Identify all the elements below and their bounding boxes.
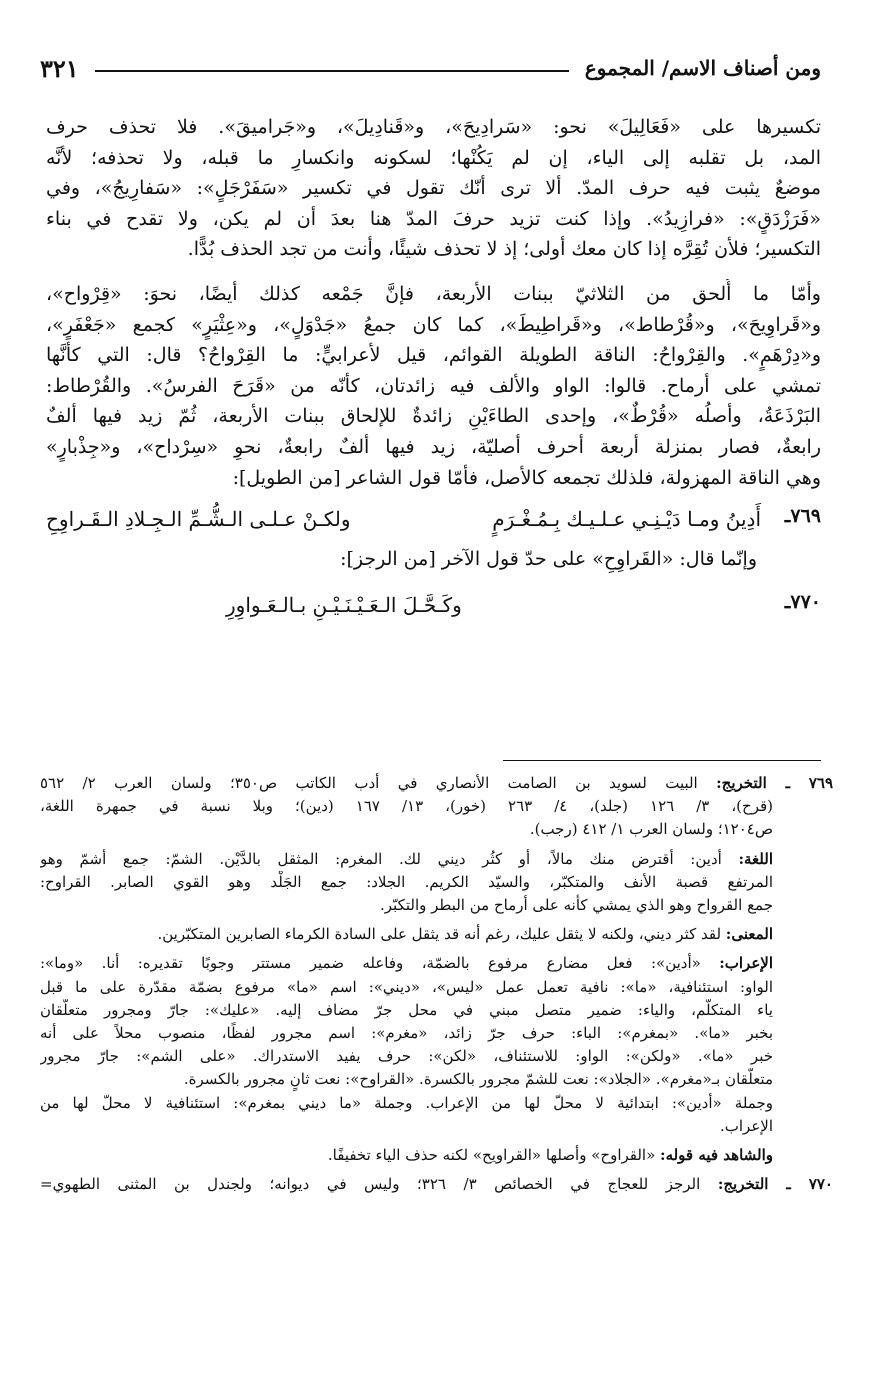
verse-first-hemistich: أَدِينُ ومـا دَيْـنِـي عـلـيـك بِـمُـغْـرَمٍ [492, 507, 761, 532]
verse-second-hemistich: ولكـنْ عـلـى الـشُّـمِّ الـجِـلادِ الـقَـراوِحِ [46, 507, 351, 532]
footnote-line: وجملة «أدين»: ابتدائية لا محلّ لها من الإعراب. وجملة «ما ديني بمغرم»: استئنافية لا محلّ لها من [40, 1093, 773, 1112]
footnote-label: والشاهد فيه قوله: [660, 1146, 773, 1165]
footnote-line: الواو: استئنافية، «ما»: نافية تعمل عمل «ليس»، «ديني»: اسم «ما» مرفوع بضمّة مقدّرة على ما قبل [40, 977, 773, 996]
footnote-separator [503, 760, 821, 761]
verse-hemistich: وكَـحَّـلَ الـعَـيْـنَـيْـنِ بـالـعَـواوِرِ [226, 593, 462, 618]
verse-number: ٧٦٩ـ [784, 505, 821, 528]
footnote-label: الإعراب: [719, 954, 773, 973]
footnote-line: ياء المتكلّم، والياء: ضمير متصل مبني في محل جرّ مضاف إليه. «عليك»: جارّ ومجرور متعلّقان [40, 1000, 773, 1019]
text-line: البَرْذَعَةُ، وأصلُه «قُرْطٌ»، وإحدى الطاءَيْنِ زائدةٌ للإلحاق ببنات الأربعة، ثُمّ زيد فيها ألفٌ [46, 405, 821, 428]
running-header [40, 48, 821, 88]
verse-number: ٧٧٠ـ [784, 591, 821, 614]
header-rule [95, 70, 569, 72]
footnote-label: ٧٧٠ ـ التخريج: [717, 1175, 833, 1194]
text-line: وهي الناقة المهزولة، فلذلك تجمعه كالأصل، فأمّا قول الشاعر [من الطويل]: [232, 466, 821, 489]
footnote-label: المعنى: [725, 925, 773, 944]
footnote-line: ٧٧٠ ـ التخريج: الرجز للعجاج في الخصائص ٣/ ٣٢٦؛ وليس في ديوانه؛ ولجندل بن المثنى الطهوي= [40, 1175, 833, 1194]
footnote-line: الإعراب. [719, 1116, 773, 1135]
main-text [46, 112, 821, 629]
footnote-label: ٧٦٩ ـ التخريج: [716, 774, 833, 792]
text-line: «فَرَزْدَقٍ»: «فرازِيدُ». وإذا كنت تزيد حرفَ المدّ هنا بعدَ أن لم يكن، ولا تقدح في بناء [46, 207, 821, 230]
text-line: المد، بل تقلبه إلى الياء، إن لم يَكُنْها؛ لسكونه وانكسارِ ما قبله، ولا تحذفه؛ لأنَّه [46, 146, 821, 169]
footnote-line: الإعراب: «أدين»: فعل مضارع مرفوع بالضمّة، وفاعله ضمير مستتر وجوبًا تقديره: أنا. «وما»: [40, 954, 773, 973]
paragraph-gap [46, 265, 821, 279]
chapter-title: ومن أصناف الاسم/ المجموع [584, 56, 821, 80]
footnote-line: ص١٢٠٤؛ ولسان العرب ١/ ٤١٢ (رجب). [529, 820, 773, 839]
footnote-label: اللغة: [738, 849, 773, 868]
verse-770-intro: وإنّما قال: «القَراوِحِ» على حدّ قول الآخر [من الرجز]: [340, 548, 757, 571]
footnote-line: اللغة: أدين: أقترض منك مالاً، أو كثُر ديني لك. المغرم: المثقل بالدَّيْن. الشمّ: جمع أشمّ وهو [40, 849, 773, 868]
footnotes [40, 772, 833, 1196]
footnote-line: بخبر «ما». «بمغرم»: الباء: حرف جرّ زائد، «مغرم»: اسم مجرور لفظًا، منصوب محلاً على أنه [40, 1024, 773, 1043]
page-number: ٣٢١ [40, 53, 79, 83]
footnote-line: والشاهد فيه قوله: «القراوح» وأصلها «القراويح» لكنه حذف الياء تخفيفًا. [327, 1146, 773, 1165]
text-line: و«دِرْهَمٍ». والقِرْواحُ: الناقة الطويلة القوائم، قيل لأعرابيٍّ: ما القِرْواحُ؟ قال: التي كأنَّها [46, 344, 821, 367]
footnote-line: ٧٦٩ ـ التخريج: البيت لسويد بن الصامت الأنصاري في أدب الكاتب ص٣٥٠؛ ولسان العرب ٢/ ٥٦٢ [40, 774, 833, 792]
text-line: تكسيرها على «فَعَالِيلَ» نحو: «سَرادِيحَ»، و«قَنادِيلَ»، و«جَراميقَ». فلا تحذف حرف [46, 116, 821, 138]
text-line: رابعةٌ، فصار بمنزلة أربعة أحرف أصليّة، زيد فيها ألفٌ رابعةٌ، نحوِ «سِرْداح»، و«جِذْبارٍ» [46, 435, 821, 458]
footnote-line: خبر «ما». «ولكن»: الواو: للاستئناف، «لكن»: حرف يفيد الاستدراك. «على الشم»: جارّ مجرور [40, 1047, 773, 1066]
text-line: وأمّا ما أُلحق من الثلاثيّ ببنات الأربعة، فإنَّ جَمْعه كذلك أيضًا، نحوَ: «قِرْواح»، [46, 282, 821, 305]
paragraph-2 [46, 279, 821, 493]
text-line: التكسير؛ فلأن تُقِرَّه إذا كان معك أولى؛ إذ لا تحذف شيئًا، وأنت من تجد الحذف بُدًّا. [187, 238, 821, 261]
verse-770 [46, 585, 821, 629]
footnote-line: المرتفع قصبة الأنف والمتكبّر، والسيّد الكريم. الجلاد: جمع الجَلْد وهو القوي الصابر. القراوح: [40, 872, 773, 891]
footnote-line: جمع القرواح وهو الذي يمشي كأنه على أرماح من البطر والتكبّر. [380, 896, 773, 915]
paragraph-1 [46, 112, 821, 265]
text-line: موضعٌ يثبت فيه حرف المدّ. ألا ترى أنّك تقول في تكسير «سَفَرْجَلٍ»: «سَفارِيجُ»، وفي [46, 177, 821, 200]
footnote-line: المعنى: لقد كثر ديني، ولكنه لا يثقل عليك، رغم أنه قد يثقل على السادة الكرماء الصابرين المتكبّرين. [157, 925, 773, 944]
footnote-line: (قرح)، ٣/ ١٢٦ (جلد)، ٤/ ٢٦٣ (خور)، ١٣/ ١٦٧ (دين)؛ وبلا نسبة في جمهرة اللغة، [40, 797, 774, 816]
text-line: تمشي على أرماح. قالوا: الواو والألف فيه زائدتان، كأنّه من «قَرَحَ الفرسُ». والقُرْطاط: [46, 374, 821, 397]
footnote-line: متعلّقان بـ«مغرم». «الجلاد»: نعت للشمّ مجرور بالكسرة. «القراوح»: نعت ثانٍ مجرور بالكسرة. [183, 1070, 773, 1089]
text-line: و«قَراوِيحَ»، و«قُرْطاط»، و«قَراطِيطَ»، كما كان جمعُ «جَدْوَلٍ»، و«عِثْيَرٍ» كجمع «جَعْفَرٍ»، [46, 313, 821, 336]
verse-769 [46, 499, 821, 543]
